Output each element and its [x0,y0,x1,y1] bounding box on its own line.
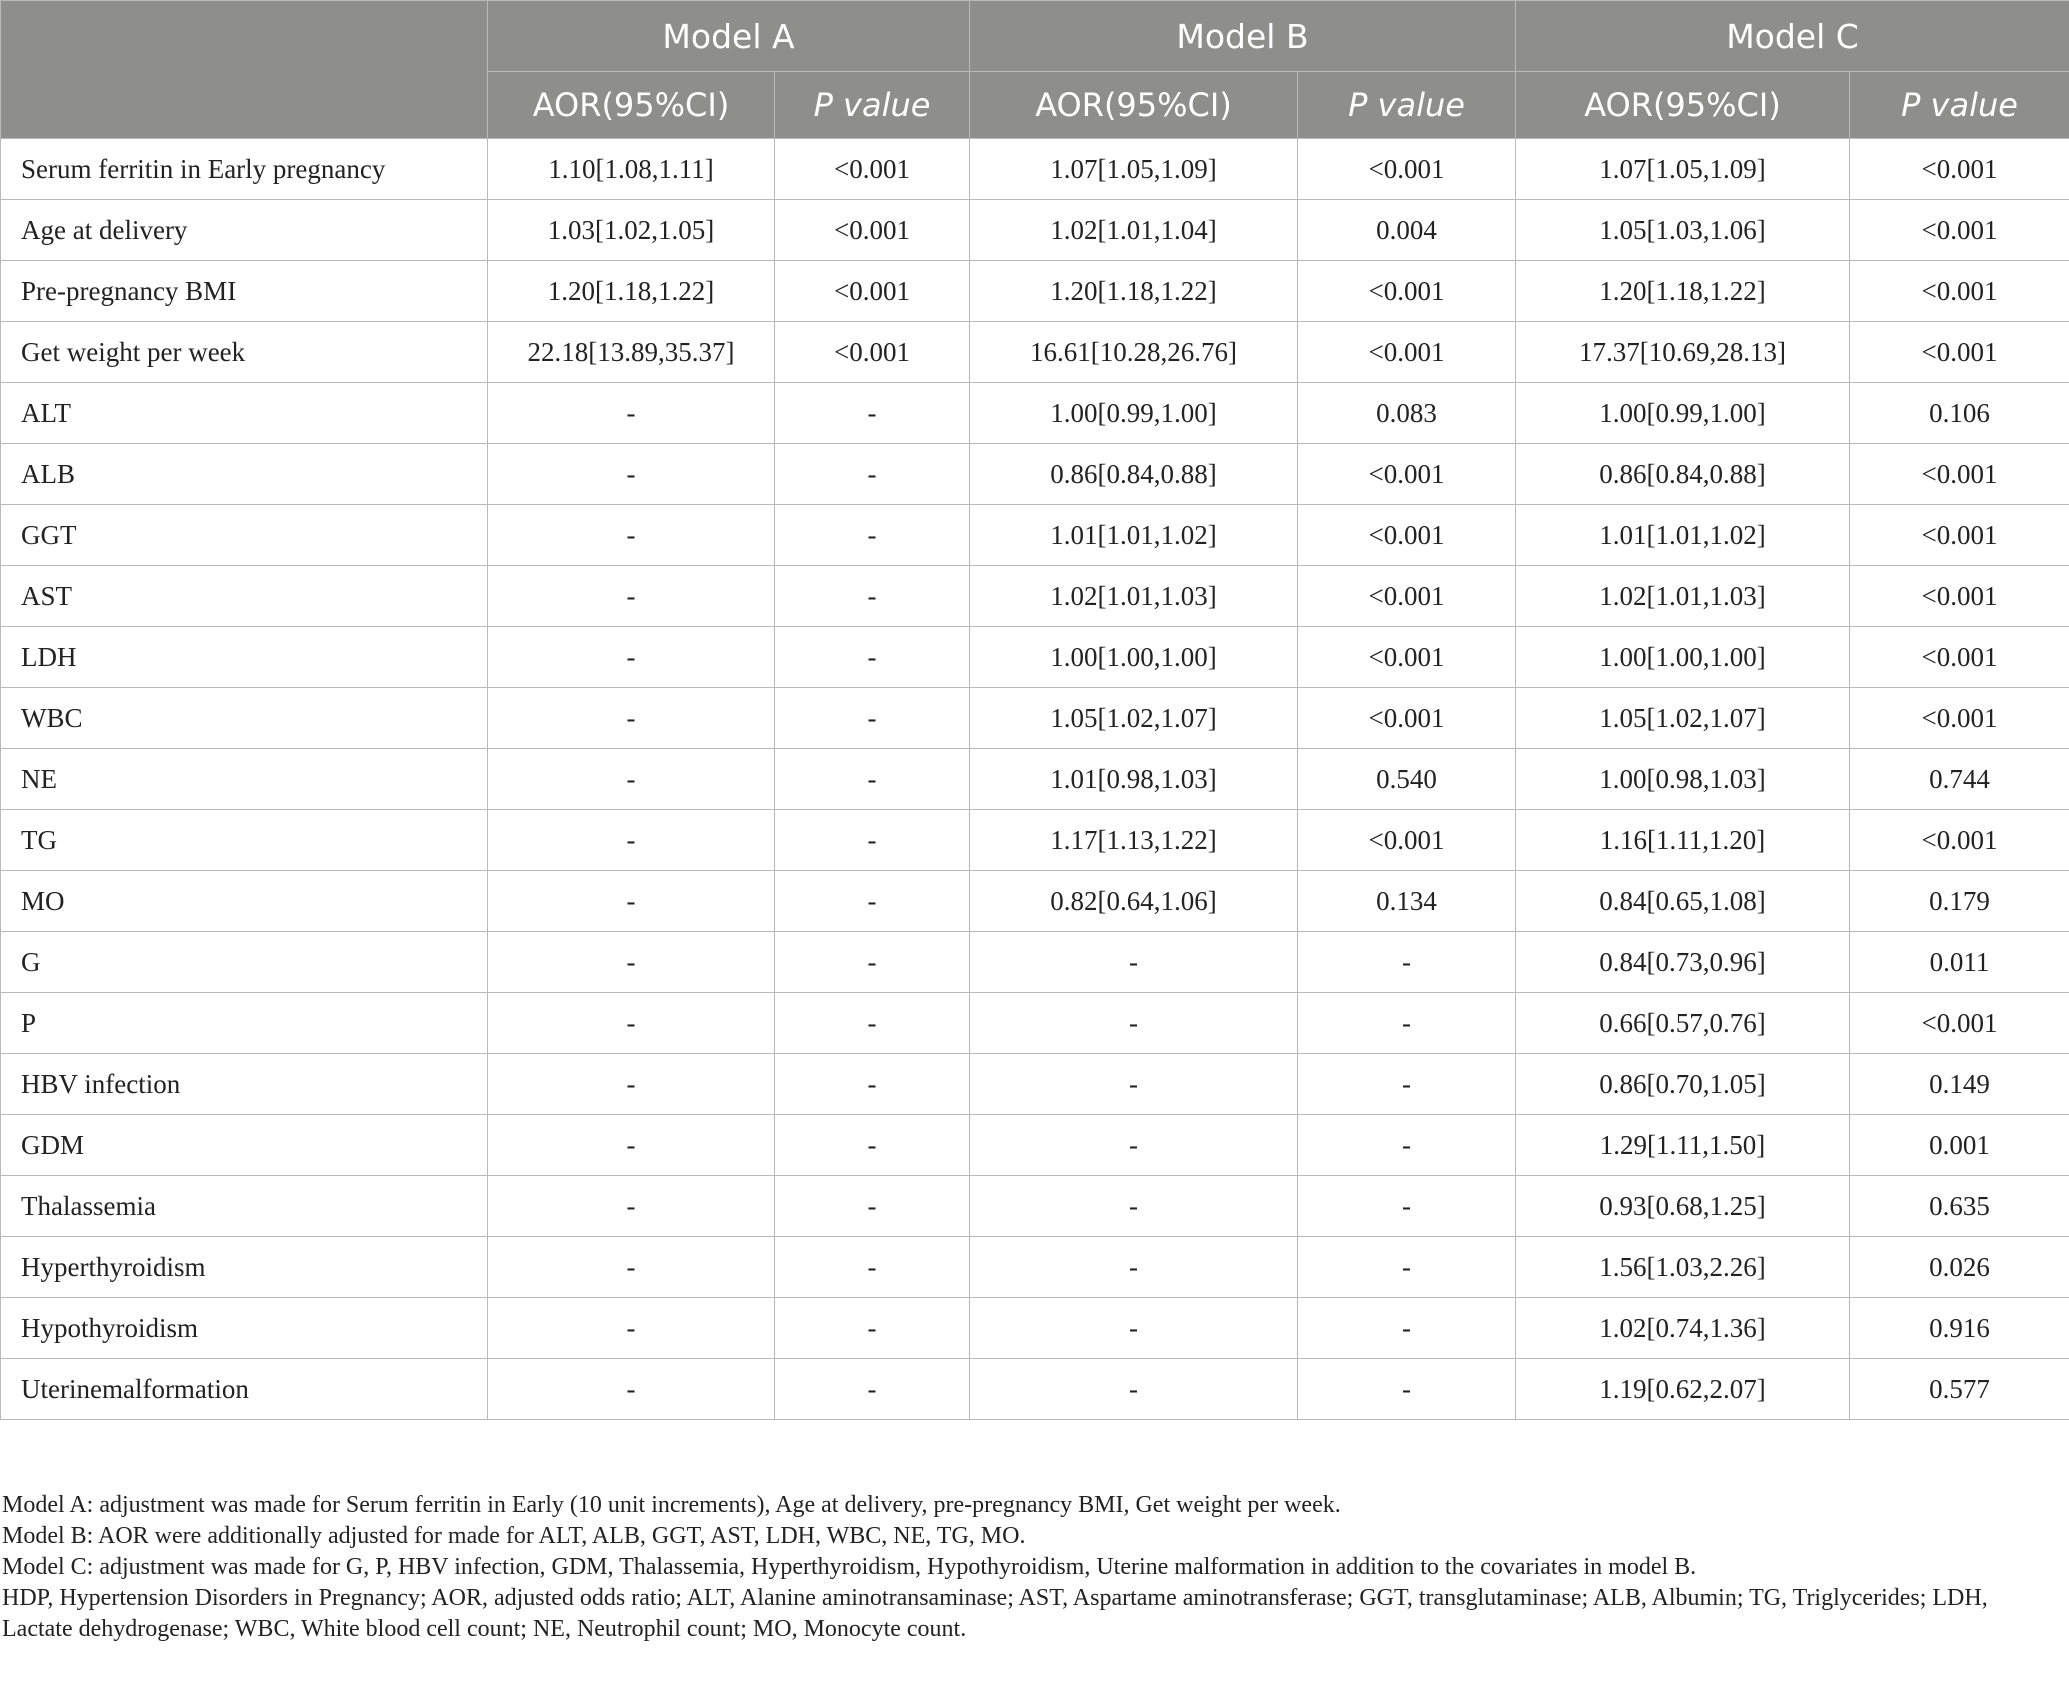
model-b-p-cell: - [1298,932,1516,993]
model-a-p-cell: - [775,932,970,993]
model-a-p-cell: - [775,505,970,566]
row-label: Age at delivery [1,200,488,261]
model-c-aor-cell: 1.19[0.62,2.07] [1516,1359,1850,1420]
model-c-p-cell: 0.635 [1850,1176,2069,1237]
model-b-aor-cell: 1.17[1.13,1.22] [970,810,1298,871]
model-b-aor-header: AOR(95%CI) [970,72,1298,139]
row-label: ALT [1,383,488,444]
model-b-p-cell: 0.083 [1298,383,1516,444]
model-b-header: Model B [970,1,1516,72]
model-c-p-cell: <0.001 [1850,505,2069,566]
table-row [1,1298,2069,1359]
model-a-aor-header: AOR(95%CI) [488,72,775,139]
row-label: GDM [1,1115,488,1176]
model-b-aor-cell: - [970,1237,1298,1298]
model-c-p-cell: 0.916 [1850,1298,2069,1359]
model-c-p-cell: 0.026 [1850,1237,2069,1298]
row-label: AST [1,566,488,627]
model-b-p-cell: <0.001 [1298,688,1516,749]
model-a-aor-cell: - [488,749,775,810]
model-c-p-cell: 0.149 [1850,1054,2069,1115]
model-b-aor-cell: - [970,993,1298,1054]
model-a-p-cell: <0.001 [775,322,970,383]
model-b-aor-cell: - [970,1359,1298,1420]
model-b-p-cell: - [1298,1359,1516,1420]
model-b-p-header: P value [1298,72,1516,139]
table-row [1,322,2069,383]
table-row [1,810,2069,871]
model-c-aor-cell: 0.86[0.84,0.88] [1516,444,1850,505]
model-b-aor-cell: 1.20[1.18,1.22] [970,261,1298,322]
model-c-p-cell: 0.011 [1850,932,2069,993]
model-c-aor-cell: 1.05[1.03,1.06] [1516,200,1850,261]
model-b-aor-cell: 0.82[0.64,1.06] [970,871,1298,932]
model-a-p-cell: - [775,444,970,505]
model-b-aor-cell: 1.01[0.98,1.03] [970,749,1298,810]
table-body [1,139,2069,1420]
model-c-aor-cell: 1.00[1.00,1.00] [1516,627,1850,688]
table-row [1,993,2069,1054]
model-b-p-cell: <0.001 [1298,810,1516,871]
model-c-p-cell: 0.744 [1850,749,2069,810]
model-b-p-cell: 0.134 [1298,871,1516,932]
model-b-aor-cell: 1.01[1.01,1.02] [970,505,1298,566]
table-footnotes [2,1490,2042,1645]
row-label: TG [1,810,488,871]
row-label: Serum ferritin in Early pregnancy [1,139,488,200]
model-b-p-cell: - [1298,1298,1516,1359]
table-row [1,1237,2069,1298]
model-c-p-cell: <0.001 [1850,688,2069,749]
model-b-aor-cell: - [970,1176,1298,1237]
table-row [1,566,2069,627]
row-label: ALB [1,444,488,505]
model-a-aor-cell: - [488,1115,775,1176]
model-c-p-cell: 0.001 [1850,1115,2069,1176]
model-c-p-cell: <0.001 [1850,993,2069,1054]
model-a-aor-cell: 22.18[13.89,35.37] [488,322,775,383]
model-a-p-cell: - [775,1359,970,1420]
model-b-aor-cell: 16.61[10.28,26.76] [970,322,1298,383]
table-row [1,1115,2069,1176]
model-a-p-cell: <0.001 [775,200,970,261]
model-a-aor-cell: 1.20[1.18,1.22] [488,261,775,322]
row-label: GGT [1,505,488,566]
model-c-p-cell: <0.001 [1850,322,2069,383]
table-row [1,383,2069,444]
footnote-abbreviations: HDP, Hypertension Disorders in Pregnancy; AOR, adjusted odds ratio; ALT, Alanine aminotransaminase; AST, Aspartame aminotransferase; GGT, transglutaminase; ALB, Albumin; TG, Triglycerides; LDH, Lactate dehydrogenase; WBC, White blood cell count; NE, Neutrophil count; MO, Monocyte count. [2,1585,1988,1642]
table-row [1,444,2069,505]
footnote-model-c: Model C: adjustment was made for G, P, HBV infection, GDM, Thalassemia, Hyperthyroidism, Hypothyroidism, Uterine malformation in addition to the covariates in model B. [2,1554,1697,1580]
model-b-p-cell: <0.001 [1298,444,1516,505]
table-row [1,1359,2069,1420]
model-c-aor-cell: 1.00[0.99,1.00] [1516,383,1850,444]
row-label: MO [1,871,488,932]
table-row [1,688,2069,749]
model-c-aor-cell: 1.02[0.74,1.36] [1516,1298,1850,1359]
model-c-aor-cell: 1.02[1.01,1.03] [1516,566,1850,627]
model-c-aor-cell: 1.56[1.03,2.26] [1516,1237,1850,1298]
table-row [1,139,2069,200]
model-a-aor-cell: - [488,383,775,444]
model-a-aor-cell: - [488,1054,775,1115]
model-b-p-cell: <0.001 [1298,139,1516,200]
model-c-aor-cell: 17.37[10.69,28.13] [1516,322,1850,383]
model-a-p-cell: <0.001 [775,261,970,322]
model-a-p-cell: - [775,566,970,627]
model-c-aor-cell: 1.20[1.18,1.22] [1516,261,1850,322]
model-a-aor-cell: - [488,1298,775,1359]
model-b-p-cell: - [1298,1115,1516,1176]
model-a-aor-cell: 1.03[1.02,1.05] [488,200,775,261]
model-a-p-cell: - [775,810,970,871]
model-a-aor-cell: - [488,505,775,566]
table-row [1,505,2069,566]
model-b-aor-cell: - [970,1054,1298,1115]
model-b-p-cell: <0.001 [1298,261,1516,322]
model-b-aor-cell: 1.02[1.01,1.04] [970,200,1298,261]
model-a-p-cell: - [775,1298,970,1359]
model-b-aor-cell: 1.05[1.02,1.07] [970,688,1298,749]
model-a-p-cell: - [775,1115,970,1176]
model-b-p-cell: 0.540 [1298,749,1516,810]
model-a-aor-cell: - [488,871,775,932]
model-c-aor-cell: 0.93[0.68,1.25] [1516,1176,1850,1237]
model-a-aor-cell: - [488,993,775,1054]
model-c-p-cell: 0.179 [1850,871,2069,932]
model-a-p-cell: <0.001 [775,139,970,200]
row-label: P [1,993,488,1054]
model-a-p-cell: - [775,871,970,932]
model-b-aor-cell: 1.02[1.01,1.03] [970,566,1298,627]
model-a-aor-cell: - [488,932,775,993]
model-header-row [1,1,2069,72]
model-b-aor-cell: 0.86[0.84,0.88] [970,444,1298,505]
header-blank-cell [1,1,488,139]
model-c-aor-cell: 1.01[1.01,1.02] [1516,505,1850,566]
model-a-p-cell: - [775,688,970,749]
model-c-aor-cell: 1.00[0.98,1.03] [1516,749,1850,810]
model-b-aor-cell: - [970,932,1298,993]
row-label: Get weight per week [1,322,488,383]
model-c-p-cell: 0.577 [1850,1359,2069,1420]
model-a-aor-cell: - [488,1176,775,1237]
row-label: Thalassemia [1,1176,488,1237]
model-c-aor-cell: 1.05[1.02,1.07] [1516,688,1850,749]
model-a-aor-cell: - [488,1237,775,1298]
table-row [1,627,2069,688]
footnote-model-b: Model B: AOR were additionally adjusted for made for ALT, ALB, GGT, AST, LDH, WBC, NE, TG, MO. [2,1523,1026,1549]
table-row [1,261,2069,322]
model-b-p-cell: <0.001 [1298,627,1516,688]
table-row [1,200,2069,261]
model-b-p-cell: <0.001 [1298,505,1516,566]
model-c-header: Model C [1516,1,2069,72]
model-a-p-cell: - [775,383,970,444]
model-c-aor-cell: 1.16[1.11,1.20] [1516,810,1850,871]
row-label: NE [1,749,488,810]
row-label: Hyperthyroidism [1,1237,488,1298]
model-b-aor-cell: 1.07[1.05,1.09] [970,139,1298,200]
model-b-p-cell: <0.001 [1298,322,1516,383]
model-c-p-header: P value [1850,72,2069,139]
model-b-p-cell: - [1298,1176,1516,1237]
model-c-aor-cell: 1.29[1.11,1.50] [1516,1115,1850,1176]
model-b-p-cell: <0.001 [1298,566,1516,627]
model-c-p-cell: <0.001 [1850,200,2069,261]
model-a-aor-cell: - [488,566,775,627]
model-a-p-header: P value [775,72,970,139]
row-label: G [1,932,488,993]
model-a-aor-cell: - [488,688,775,749]
model-a-aor-cell: - [488,627,775,688]
model-c-p-cell: <0.001 [1850,627,2069,688]
row-label: LDH [1,627,488,688]
model-b-aor-cell: - [970,1298,1298,1359]
model-a-header: Model A [488,1,970,72]
row-label: Pre-pregnancy BMI [1,261,488,322]
model-a-p-cell: - [775,627,970,688]
model-c-p-cell: <0.001 [1850,139,2069,200]
row-label: HBV infection [1,1054,488,1115]
model-c-p-cell: <0.001 [1850,261,2069,322]
model-a-p-cell: - [775,993,970,1054]
model-c-aor-cell: 0.66[0.57,0.76] [1516,993,1850,1054]
table-row [1,1176,2069,1237]
model-a-p-cell: - [775,1176,970,1237]
row-label: Hypothyroidism [1,1298,488,1359]
model-c-aor-cell: 1.07[1.05,1.09] [1516,139,1850,200]
model-c-p-cell: <0.001 [1850,566,2069,627]
model-a-p-cell: - [775,1054,970,1115]
model-b-aor-cell: - [970,1115,1298,1176]
model-a-aor-cell: - [488,810,775,871]
model-c-aor-cell: 0.86[0.70,1.05] [1516,1054,1850,1115]
model-b-aor-cell: 1.00[1.00,1.00] [970,627,1298,688]
model-a-aor-cell: 1.10[1.08,1.11] [488,139,775,200]
model-a-p-cell: - [775,1237,970,1298]
model-a-aor-cell: - [488,444,775,505]
table-row [1,871,2069,932]
model-c-aor-cell: 0.84[0.73,0.96] [1516,932,1850,993]
model-c-aor-header: AOR(95%CI) [1516,72,1850,139]
row-label: WBC [1,688,488,749]
model-b-p-cell: 0.004 [1298,200,1516,261]
table-row [1,932,2069,993]
table-row [1,1054,2069,1115]
model-c-p-cell: 0.106 [1850,383,2069,444]
model-c-p-cell: <0.001 [1850,444,2069,505]
model-a-aor-cell: - [488,1359,775,1420]
model-b-p-cell: - [1298,1054,1516,1115]
model-b-p-cell: - [1298,1237,1516,1298]
row-label: Uterinemalformation [1,1359,488,1420]
model-c-p-cell: <0.001 [1850,810,2069,871]
table-row [1,749,2069,810]
model-c-aor-cell: 0.84[0.65,1.08] [1516,871,1850,932]
model-b-p-cell: - [1298,993,1516,1054]
model-b-aor-cell: 1.00[0.99,1.00] [970,383,1298,444]
footnote-model-a: Model A: adjustment was made for Serum ferritin in Early (10 unit increments), Age at delivery, pre-pregnancy BMI, Get weight per week. [2,1492,1341,1518]
model-a-p-cell: - [775,749,970,810]
